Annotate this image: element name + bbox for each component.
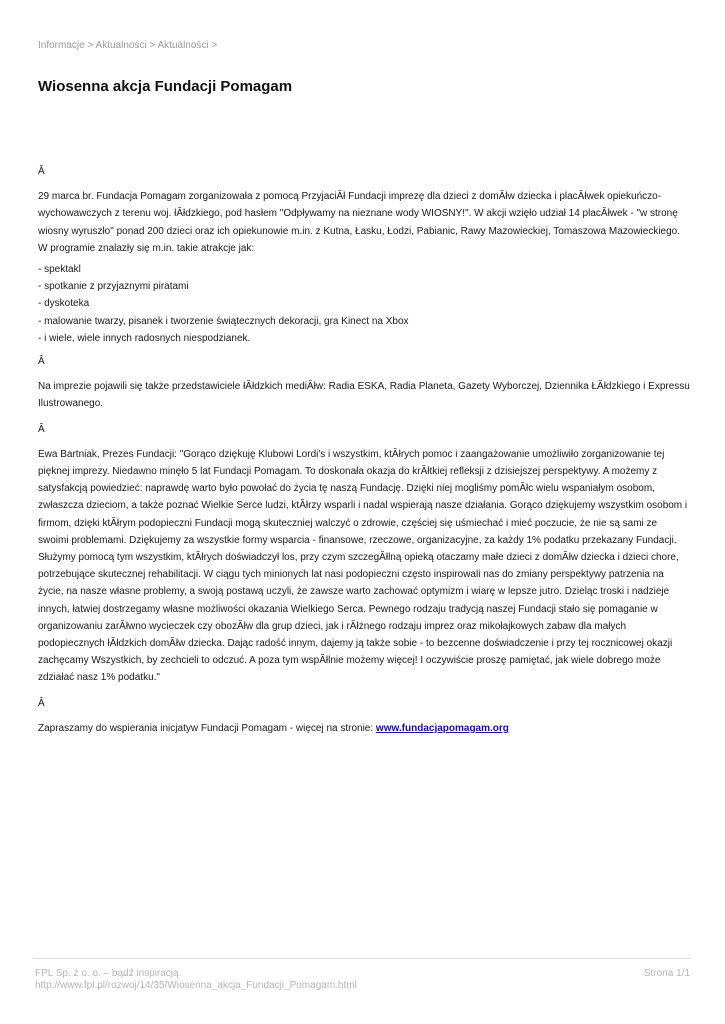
foundation-website-link[interactable]: www.fundacjapomagam.org bbox=[375, 722, 509, 734]
spacer-char: Â bbox=[38, 697, 45, 709]
page-number: Strona 1/1 bbox=[643, 968, 690, 979]
footer-url: http://www.fpl.pl/rozwoj/14/35/Wiosenna_akcja_Fundacji_Pomagam.html bbox=[35, 980, 357, 991]
article-paragraph-4 bbox=[38, 720, 690, 737]
spacer-char: Â bbox=[38, 423, 45, 435]
list-item: - spotkanie z przyjaznymi piratami bbox=[38, 281, 189, 293]
article-body bbox=[38, 163, 690, 741]
footer-company: FPL Sp. z o. o. – bądź inspiracją. bbox=[35, 968, 182, 979]
spacer-char: Â bbox=[38, 356, 45, 368]
page-title: Wiosenna akcja Fundacji Pomagam bbox=[38, 78, 293, 95]
breadcrumb[interactable]: Informacje > Aktualności > Aktualności > bbox=[38, 40, 218, 51]
article-paragraph-2: Na imprezie pojawili się także przedstawiciele łĂłdzkich mediĂłw: Radia ESKA, Radia Planeta, Gazety Wyborczej, Dziennika ŁĂłdzkiego i Expressu Ilustrowanego. bbox=[38, 381, 690, 410]
list-item: - dyskoteka bbox=[38, 298, 90, 310]
list-item: - i wiele, wiele innych radosnych niespodzianek. bbox=[38, 332, 251, 344]
spacer-char: Â bbox=[38, 166, 45, 177]
invitation-text: Zapraszamy do wspierania inicjatyw Fundacji Pomagam - więcej na stronie: bbox=[38, 722, 376, 734]
attractions-list bbox=[38, 261, 690, 347]
list-item: - malowanie twarzy, pisanek i tworzenie świątecznych dekoracji, gra Kinect na Xbox bbox=[38, 315, 409, 327]
article-paragraph-3: Ewa Bartniak, Prezes Fundacji: "Gorąco dziękuję Klubowi Lordi's i wszystkim, ktĂłrych pomoc i zaangażowanie umożliwiło zorganizowanie tej pięknej imprezy. Niedawno minęło 5 lat Fundacji Pomagam. To doskonała okazja do krĂłtkiej refleksji z dzisiejszej perspektywy. A możemy z satysfakcją powiedzieć: naprawdę warto było powołać do życia tę naszą Fundację. Dzięki niej mogliśmy pomĂłc wielu wspaniałym osobom, zwłaszcza dzieciom, a także poznać Wielkie Serce ludzi, ktĂłrzy wsparli i nadal wspierają nasze działania. Gorąco dziękujemy wszystkim osobom i firmom, dzięki ktĂłrym podopieczni Fundacji mogą skuteczniej walczyć o zdrowie, częściej się uśmiechać i mieć poczucie, że nie są sami ze swoimi problemami. Dziękujemy za wszystkie formy wsparcia - finansowe, rzeczowe, organizacyjne, za każdy 1% podatku przekazany Fundacji. Służymy pomocą tym wszystkim, ktĂłrych doświadczył los, przy czym szczegĂłlną opieką otaczamy małe dzieci z domĂłw dziecka i dzieci chore, potrzebujące skutecznej rehabilitacji. W ciągu tych minionych lat nasi podopieczni często inspirowali nas do zmiany perspektywy patrzenia na życie, na nasze własne problemy, a swoją postawą uczyli, że zawsze warto zachować optymizm i wiarę w lepsze jutro. Dzieląc troski i nadzieje innych, łatwiej dostrzegamy własne możliwości okazania Wielkiego Serca. Pewnego rodzaju tradycją naszej Fundacji stało się pomaganie w organizowaniu zarĂłwno wycieczek czy obozĂłw dla grup dzieci, jak i rĂłżnego rodzaju imprez oraz mikołajkowych zabaw dla małych podopiecznych łĂłdzkich domĂłw dziecka. Dając radość innym, dajemy ją także sobie - to bezcenne doświadczenie i przy tej rocznicowej okazji zachęcamy Wszystkich, by zechcieli to odczuć. A poza tym wspĂłlnie możemy więcej! I oczywiście proszę pamiętać, jak wiele dobrego może zdziałać nasz 1% podatku." bbox=[38, 448, 688, 684]
list-item: - spektakl bbox=[38, 264, 81, 276]
footer-info bbox=[35, 968, 357, 992]
footer-divider bbox=[33, 958, 691, 959]
article-paragraph-1: 29 marca br. Fundacja Pomagam zorganizowała z pomocą PrzyjaciĂł Fundacji imprezę dla dzieci z domĂłw dziecka i placĂłwek opiekuńczo-wychowawczych z terenu woj. łĂłdzkiego, pod hasłem "Odpływamy na nieznane wody WIOSNY!". W akcji wzięło udział 14 placĂłwek - "w stronę wiosny wyruszło" ponad 200 dzieci oraz ich opiekunowie m.in. z Kutna, Łasku, Łodzi, Pabianic, Rawy Mazowieckiej, Tomaszowa Mazowieckiego. W programie znalazły się m.in. takie atrakcje jak: bbox=[38, 191, 681, 254]
